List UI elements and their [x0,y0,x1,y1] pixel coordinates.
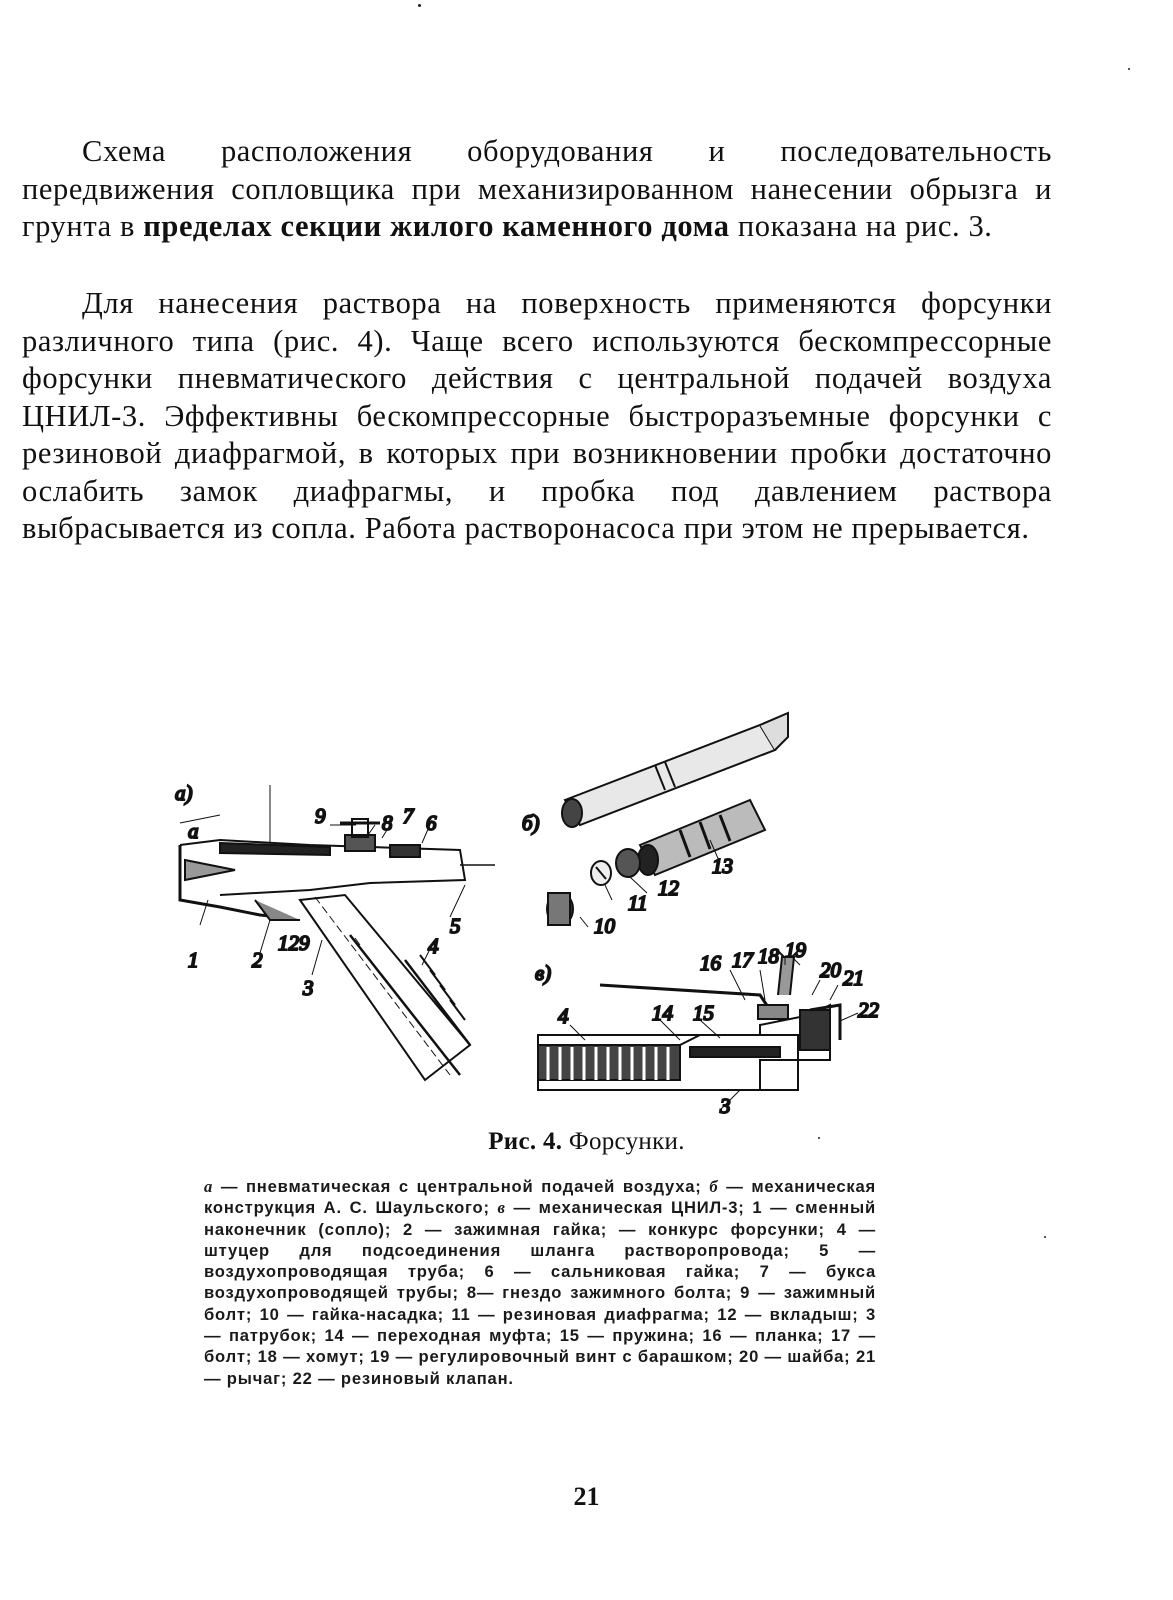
paragraph-1 [22,133,1052,246]
part-label-a: а) [175,781,193,805]
figure-title-label: Рис. 4. [488,1128,563,1155]
callout-3-v: 3 [720,1094,731,1115]
callout-129: 129 [278,931,310,955]
dimension-label-a: а [188,819,199,843]
callout-9: 9 [315,804,326,828]
caption-text-a: — пневматическая с центральной подачей воздуха; [213,1177,710,1196]
page-number: 21 [573,1482,600,1511]
callout-16: 16 [700,951,721,975]
print-speck [1044,1236,1046,1238]
nozzle-v-drawing [538,949,858,1110]
part-label-b: б) [522,811,540,835]
part-label-v: в) [535,961,552,985]
figure-title [0,1128,1173,1156]
figure-caption [204,1176,876,1389]
callout-8: 8 [382,811,393,835]
caption-letter-b: б [709,1177,719,1196]
callout-6: 6 [426,811,437,835]
callout-17: 17 [732,948,753,972]
figure-nozzles [160,695,920,1115]
print-speck [1128,68,1130,70]
callout-1: 1 [188,948,199,972]
callout-3-a: 3 [303,976,314,1000]
callout-20: 20 [820,958,841,982]
callout-12: 12 [658,876,679,900]
paragraph-1-text: Схема расположения оборудования и последовательность передвижения сопловщика при механизированном нанесении обрызга и грунта в [22,134,1052,243]
figure-title-text: Форсунки. [568,1128,685,1155]
callout-7: 7 [403,804,414,828]
callout-11: 11 [628,891,648,915]
caption-letter-a: а [204,1177,214,1196]
callout-5: 5 [450,914,461,938]
callout-15: 15 [693,1001,714,1025]
paragraph-1-text-end: показана на рис. 3. [729,209,993,243]
nozzle-drawings [160,695,920,1115]
callout-13: 13 [712,854,733,878]
callout-14: 14 [652,1001,673,1025]
callout-4-v: 4 [558,1004,569,1028]
callout-10: 10 [594,914,615,938]
callout-2: 2 [252,948,263,972]
caption-letter-v: в [497,1198,506,1218]
callout-21: 21 [843,966,864,990]
print-speck [418,4,421,7]
callout-4-a: 4 [428,934,439,958]
callout-22: 22 [858,998,879,1022]
paragraph-2: Для нанесения раствора на поверхность применяются форсунки различного типа (рис. 4). Чаще всего используются бескомпрессорные форсунки пневматического действия с центральной подачей воздуха ЦНИЛ-3. Эффективны бескомпрессорные быстроразъемные форсунки с резиновой диафрагмой, в которых при возникновении пробки достаточно ослабить замок диафрагмы, и пробка под давлением раствора выбрасывается из сопла. Работа растворонасоса при этом не прерывается. [22,286,1052,545]
paragraph-1-bold-text: пределах секции жилого каменного дома [143,209,730,243]
callout-18: 18 [758,944,779,968]
nozzle-a-drawing [180,785,495,1080]
callout-19: 19 [785,938,806,962]
caption-text-b: — механическая конструкция А. С. Шаульского; [204,1177,876,1218]
caption-text-rest: — механическая ЦНИЛ-3; 1 — сменный наконечник (сопло); 2 — зажимная гайка; — конкурс форсунки; 4 — штуцер для подсоединения шланга растворопровода; 5 — воздухопроводящая труба; 6 — сальниковая гайка; 7 — букса воздухопроводящей трубы; 8— гнездо зажимного болта; 9 — зажимный болт; 10 — гайка-насадка; 11 — резиновая диафрагма; 12 — вкладыш; 3 — патрубок; 14 — переходная муфта; 15 — пружина; 16 — планка; 17 — болт; 18 — хомут; 19 — регулировочный винт с барашком; 20 — шайба; 21 — рычаг; 22 — резиновый клапан. [204,1198,876,1388]
